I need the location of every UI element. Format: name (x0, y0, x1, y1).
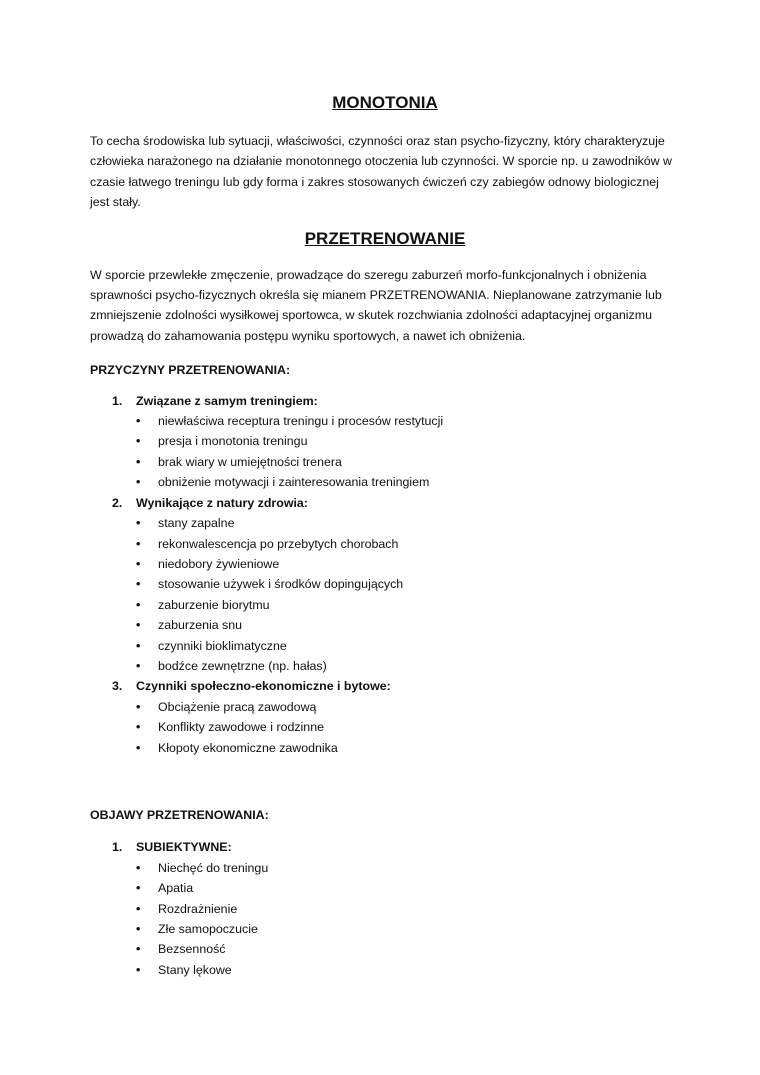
causes-group-number: 2. (112, 495, 123, 510)
symptoms-group-items (136, 858, 680, 980)
list-item: • niedobory żywieniowe (136, 554, 680, 574)
causes-group-number: 3. (112, 679, 123, 694)
list-item: • rekonwalescencja po przebytych chorobach (136, 534, 680, 554)
symptoms-group-1 (90, 837, 680, 980)
list-item: • zaburzenie biorytmu (136, 595, 680, 615)
causes-group-items (136, 697, 680, 758)
list-item: • zaburzenia snu (136, 615, 680, 635)
list-item: • Apatia (136, 878, 680, 898)
causes-group-1 (90, 391, 680, 493)
list-item: • Obciążenie pracą zawodową (136, 697, 680, 717)
list-item: • Stany lękowe (136, 960, 680, 980)
symptoms-group-title: SUBIEKTYWNE: (136, 840, 232, 855)
paragraph-monotonia: To cecha środowiska lub sytuacji, właściwości, czynności oraz stan psycho-fizyczny, który charakteryzuje człowieka narażonego na działanie monotonnego otoczenia lub czynności. W sporcie np. u zawodników w czasie łatwego treningu lub gdy forma i zakres stosowanych ćwiczeń czy zabiegów odnowy biologicznej jest stały. (90, 134, 673, 210)
list-item: • presja i monotonia treningu (136, 431, 680, 451)
causes-heading: PRZYCZYNY PRZETRENOWANIA: (90, 363, 291, 378)
list-item: • Konflikty zawodowe i rodzinne (136, 717, 680, 737)
list-item: • Rozdrażnienie (136, 899, 680, 919)
list-item: • stosowanie używek i środków dopingujących (136, 574, 680, 594)
list-item: • stany zapalne (136, 513, 680, 533)
list-item: • Kłopoty ekonomiczne zawodnika (136, 738, 680, 758)
causes-group-items (136, 411, 680, 493)
symptoms-group-number: 1. (112, 840, 123, 855)
causes-list (90, 391, 680, 758)
causes-group-2 (90, 493, 680, 677)
causes-group-3 (90, 676, 680, 758)
causes-group-title: Związane z samym treningiem: (136, 393, 318, 408)
list-item: • brak wiary w umiejętności trenera (136, 452, 680, 472)
symptoms-heading: OBJAWY PRZETRENOWANIA: (90, 807, 269, 822)
title-monotonia: MONOTONIA (332, 93, 438, 112)
list-item: • czynniki bioklimatyczne (136, 636, 680, 656)
causes-group-title: Wynikające z natury zdrowia: (136, 495, 308, 510)
list-item: • Niechęć do treningu (136, 858, 680, 878)
causes-group-number: 1. (112, 393, 123, 408)
document-page (90, 0, 680, 980)
list-item: • Złe samopoczucie (136, 919, 680, 939)
list-item: • obniżenie motywacji i zainteresowania treningiem (136, 472, 680, 492)
causes-group-title: Czynniki społeczno-ekonomiczne i bytowe: (136, 679, 391, 694)
causes-group-items (136, 513, 680, 676)
list-item: • bodźce zewnętrzne (np. hałas) (136, 656, 680, 676)
symptoms-list (90, 837, 680, 980)
paragraph-przetrenowanie: W sporcie przewlekłe zmęczenie, prowadzące do szeregu zaburzeń morfo-funkcjonalnych i obniżenia sprawności psycho-fizycznych określa się mianem PRZETRENOWANIA. Nieplanowane zatrzymanie lub zmniejszenie zdolności wysiłkowej sportowca, w skutek rozchwiania zdolności adaptacyjnej organizmu prowadzą do zahamowania postępu wyniku sportowych, a nawet ich obniżenia. (90, 267, 662, 343)
title-przetrenowanie: PRZETRENOWANIE (304, 228, 466, 248)
list-item: • Bezsenność (136, 939, 680, 959)
list-item: • niewłaściwa receptura treningu i procesów restytucji (136, 411, 680, 431)
